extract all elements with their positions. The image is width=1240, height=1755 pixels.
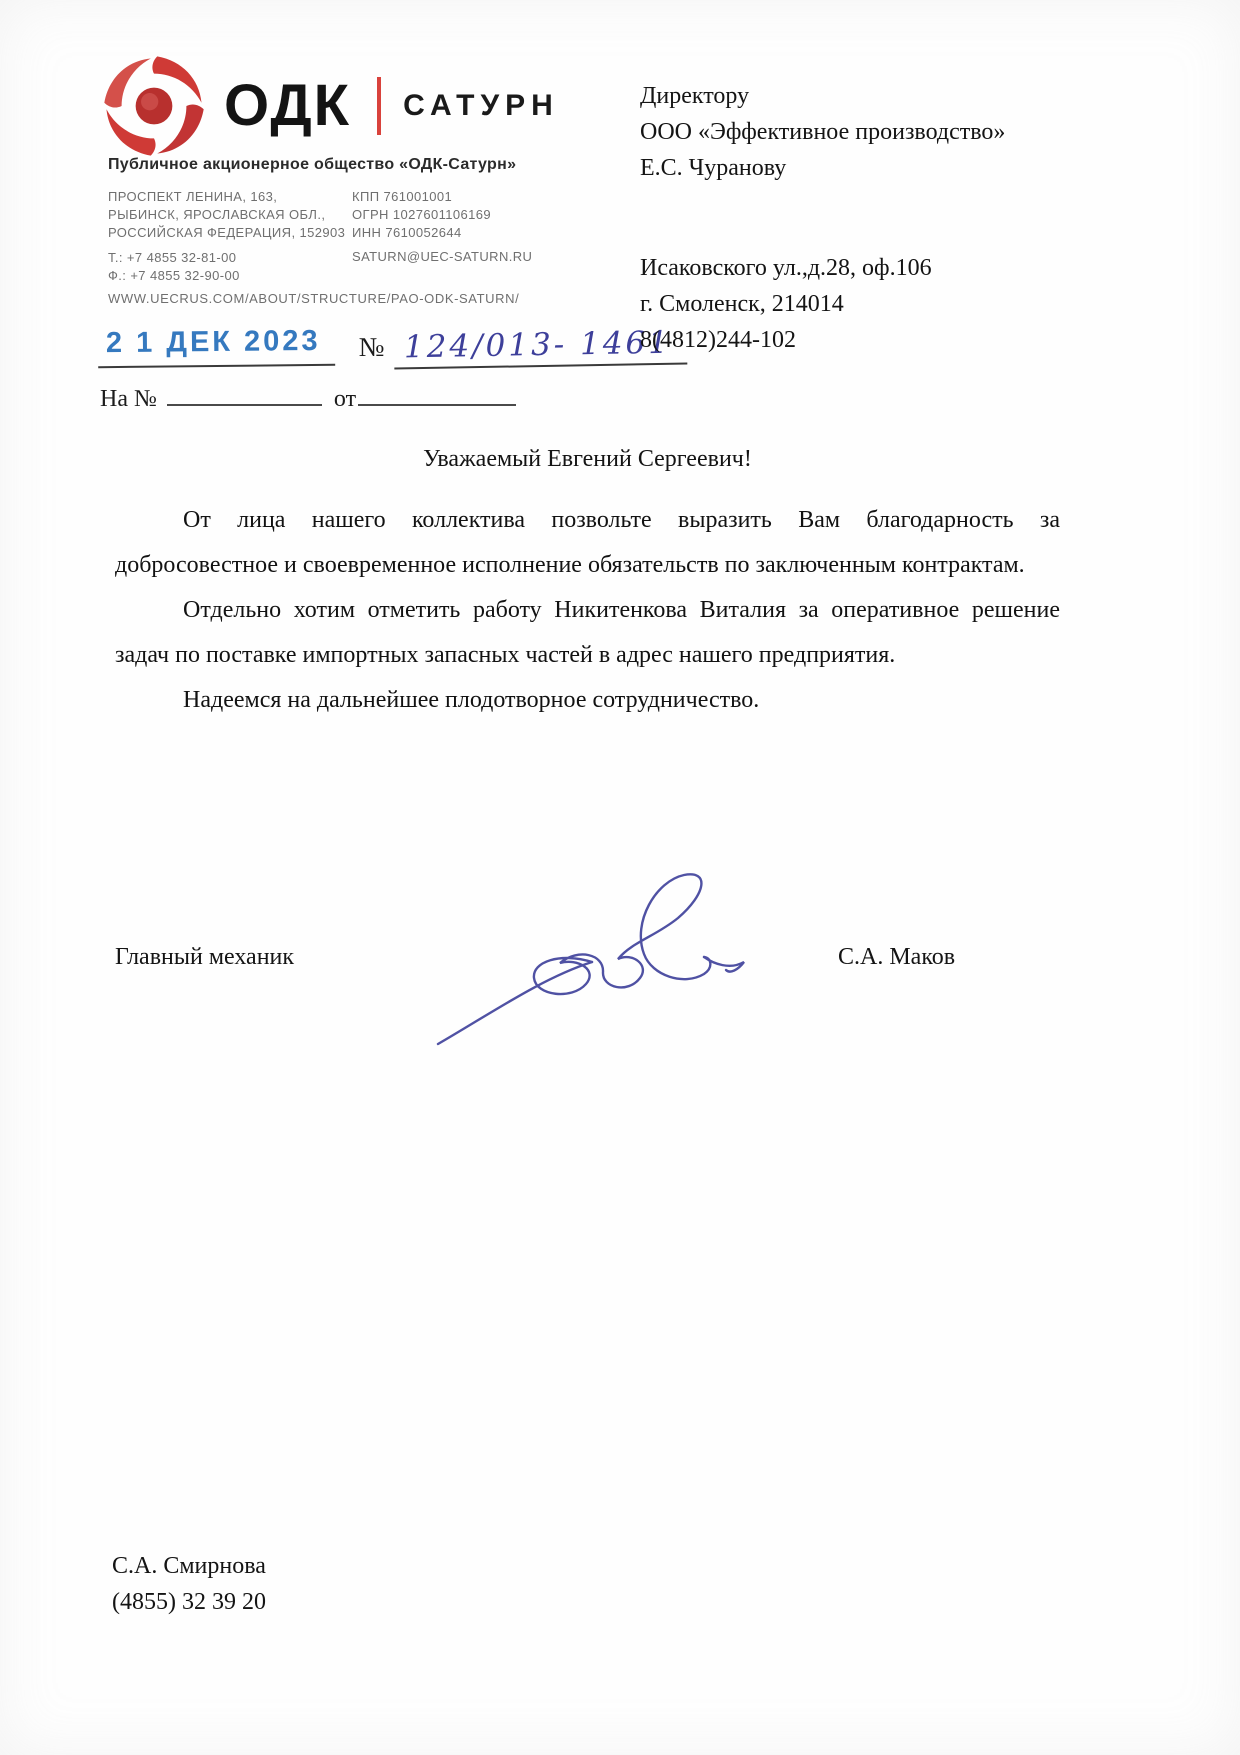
registration-ids — [352, 188, 491, 242]
paragraph-special-mention: Отдельно хотим отметить работу Никитенкова Виталия за оперативное решение задач по поставке импортных запасных частей в адрес нашего предприятия. — [115, 597, 1060, 668]
executor-name: С.А. Смирнова — [112, 1553, 266, 1579]
letterhead-logo — [100, 52, 559, 160]
inn-line: ИНН 7610052644 — [352, 225, 462, 240]
ogrn-line: ОГРН 1027601106169 — [352, 207, 492, 222]
signer-name: С.А. Маков — [838, 944, 956, 970]
postal-address — [108, 188, 348, 242]
date-stamp: 2 1 ДЕК 2023 — [98, 325, 335, 368]
recipient-phone: 8(4812)244-102 — [640, 327, 796, 353]
number-sign: № — [358, 332, 385, 362]
kpp-line: КПП 761001001 — [352, 189, 453, 204]
paragraph-closing: Надеемся на дальнейшее плодотворное сотрудничество. — [183, 687, 760, 713]
signature-scribble-icon — [430, 862, 780, 1062]
phone-fax-block — [108, 249, 240, 285]
recipient-person: Е.С. Чуранову — [640, 155, 787, 181]
recipient-title: Директору — [640, 83, 750, 109]
salutation: Уважаемый Евгений Сергеевич! — [423, 446, 752, 472]
company-full-name: Публичное акционерное общество «ОДК-Сатурн» — [108, 156, 517, 173]
executor-contact — [112, 1548, 266, 1620]
reply-reference-row — [100, 384, 516, 413]
reply-ot-label: от — [333, 386, 357, 412]
reference-row — [98, 326, 687, 367]
recipient-company: ООО «Эффективное производство» — [640, 119, 1006, 145]
outgoing-number-handwritten: 124/013- 1461 — [394, 324, 688, 369]
recipient-block — [640, 78, 1120, 358]
recipient-street: Исаковского ул.,д.28, оф.106 — [640, 255, 932, 281]
recipient-gap — [640, 186, 1120, 250]
reply-number-blank — [167, 384, 322, 406]
fax-line: Ф.: +7 4855 32-90-00 — [108, 268, 240, 283]
recipient-city: г. Смоленск, 214014 — [640, 291, 844, 317]
logo-divider — [377, 77, 381, 135]
signer-position: Главный механик — [115, 944, 295, 970]
address-line: ПРОСПЕКТ ЛЕНИНА, 163, — [108, 189, 278, 204]
brand-text: ОДК — [224, 73, 352, 138]
executor-phone: (4855) 32 39 20 — [112, 1589, 266, 1615]
odk-swirl-icon — [100, 52, 208, 160]
website-line: WWW.UECRUS.COM/ABOUT/STRUCTURE/PAO-ODK-SATURN/ — [108, 291, 520, 306]
paragraph-gratitude: От лица нашего коллектива позвольте выразить Вам благодарность за добросовестное и своевременное исполнение обязательств по заключенным контрактам. — [115, 507, 1060, 578]
letter-body — [115, 498, 1060, 723]
address-line: РОССИЙСКАЯ ФЕДЕРАЦИЯ, 152903 — [108, 225, 346, 240]
phone-line: Т.: +7 4855 32-81-00 — [108, 250, 237, 265]
email-line: SATURN@UEC-SATURN.RU — [352, 249, 533, 264]
reply-date-blank — [358, 384, 516, 406]
company-address-block — [108, 188, 568, 242]
reply-na-label: На № — [100, 386, 157, 412]
address-line: РЫБИНСК, ЯРОСЛАВСКАЯ ОБЛ., — [108, 207, 326, 222]
sub-brand-text: САТУРН — [403, 89, 559, 122]
